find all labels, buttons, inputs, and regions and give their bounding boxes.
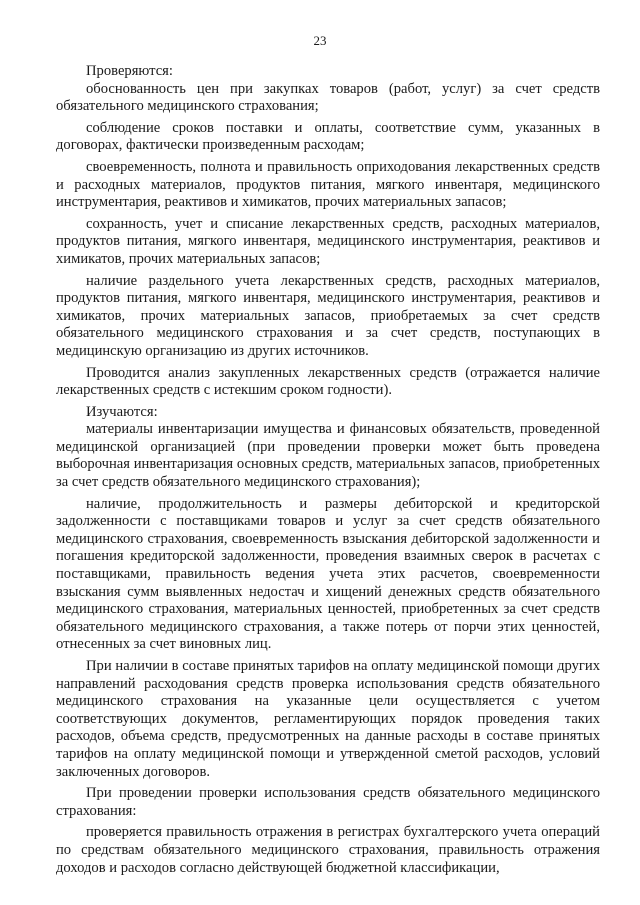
paragraph-inventory-materials: материалы инвентаризации имущества и финансовых обязательств, проведенной медицинской организацией (при проведении проверки может быть проведена выборочная инвентаризация основных средств, материальных запасов, приобретенных за счет средств обязательного медицинского страхования); <box>56 421 600 491</box>
paragraph-tariff-directions: При наличии в составе принятых тарифов на оплату медицинской помощи других направлений расходования средств проверка использования средств обязательного медицинского страхования на указанные цели осуществляется с учетом соответствующих документов, регламентирующих порядок проведения таких расходов, объема средств, предусмотренных на данные расходы в составе принятых тарифов на оплату медицинской помощи и утвержденной сметой расходов, условий заключенных договоров. <box>56 658 600 780</box>
document-body <box>56 63 600 877</box>
paragraph-safekeeping: сохранность, учет и списание лекарственных средств, расходных материалов, продуктов питания, мягкого инвентаря, медицинского инструментария, реактивов и химикатов, прочих материальных запасов; <box>56 215 600 267</box>
paragraph-drug-analysis: Проводится анализ закупленных лекарственных средств (отражается наличие лекарственных средств с истекшим сроком годности). <box>56 364 600 399</box>
paragraph-accounting-registers: проверяется правильность отражения в регистрах бухгалтерского учета операций по средствам обязательного медицинского страхования, правильность отражения доходов и расходов согласно действующей бюджетной классификации, <box>56 824 600 876</box>
paragraph-price-justification: обоснованность цен при закупках товаров (работ, услуг) за счет средств обязательного медицинского страхования; <box>56 80 600 115</box>
paragraph-separate-accounting: наличие раздельного учета лекарственных средств, расходных материалов, продуктов питания, мягкого инвентаря, медицинского инструментария, реактивов и химикатов, прочих материальных запасов, приобретаемых за счет средств обязательного медицинского страхования и за счет средств, поступающих в медицинскую организацию из других источников. <box>56 272 600 359</box>
paragraph-receivables-payables: наличие, продолжительность и размеры дебиторской и кредиторской задолженности с поставщиками товаров и услуг за счет средств обязательного медицинского страхования, своевременность взыскания дебиторской задолженности и погашения кредиторской задолженности, проведения взаимных сверок в расчетах с поставщиками, правильность ведения учета этих расчетов, своевременности взыскания сумм выявленных недостач и хищений денежных средств обязательного медицинского страхования, материальных ценностей, приобретенных за счет средств обязательного медицинского страхования, а также потерь от порчи этих ценностей, отнесенных за счет виновных лиц. <box>56 495 600 653</box>
paragraph-checked-heading: Проверяются: <box>86 63 173 79</box>
paragraph-delivery-terms: соблюдение сроков поставки и оплаты, соответствие сумм, указанных в договорах, фактически произведенным расходам; <box>56 119 600 154</box>
page-number: 23 <box>313 33 327 48</box>
paragraph-receipt-timeliness: своевременность, полнота и правильность оприходования лекарственных средств и расходных материалов, продуктов питания, мягкого инвентаря, медицинского инструментария, реактивов и химикатов, прочих материальных запасов; <box>56 158 600 211</box>
paragraph-studied-heading: Изучаются: <box>86 403 158 420</box>
paragraph-audit-intro: При проведении проверки использования средств обязательного медицинского страхования: <box>56 785 600 819</box>
